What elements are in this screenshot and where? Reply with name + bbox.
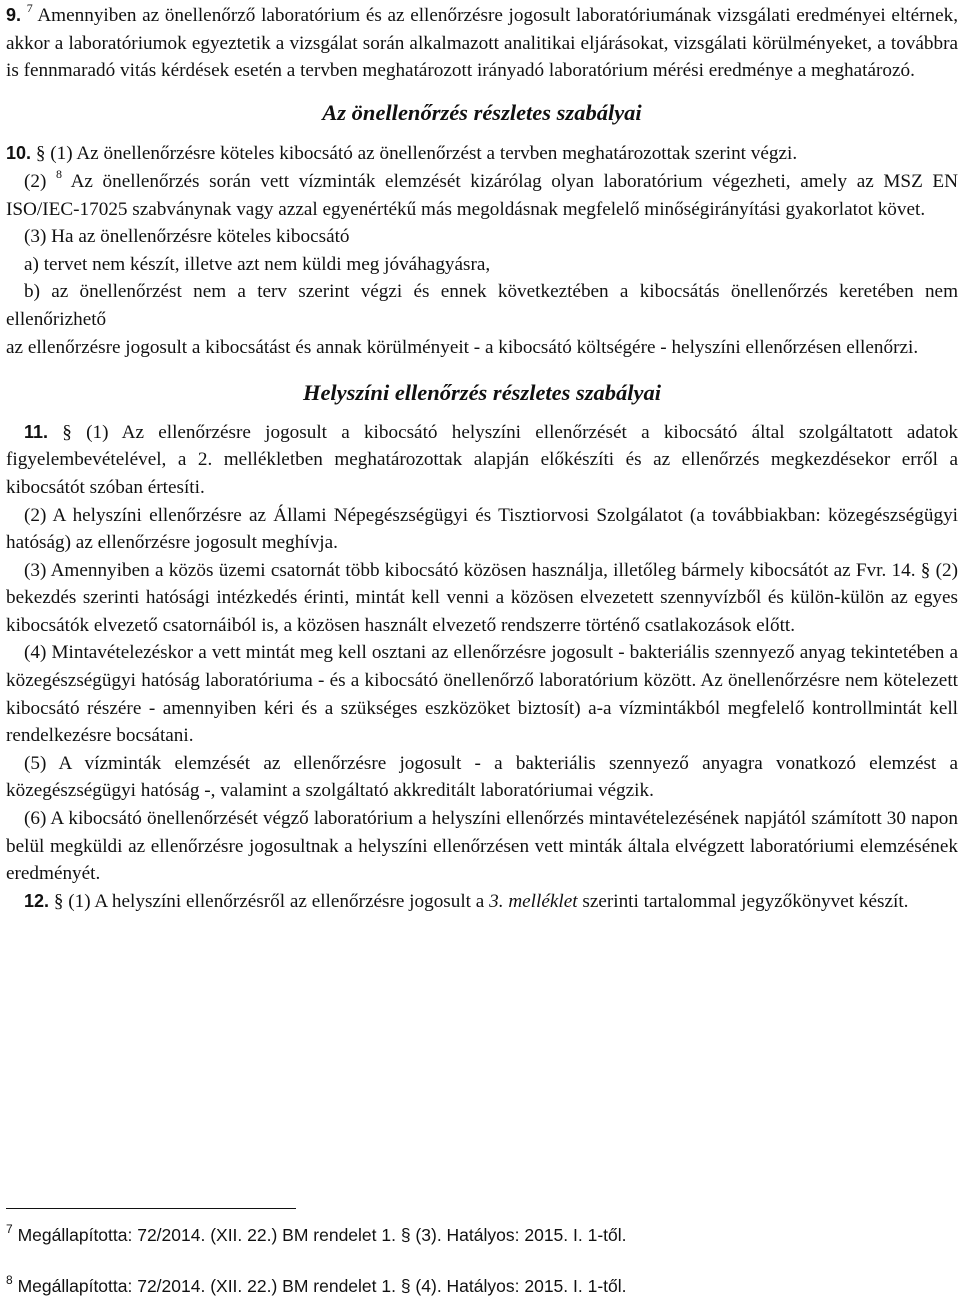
paragraph-text: szerinti tartalommal jegyzőkönyvet készít. [582, 890, 909, 912]
list-item-a: a) tervet nem készít, illetve azt nem küldi meg jóváhagyásra, [24, 253, 491, 275]
footnote-text: Megállapította: 72/2014. (XII. 22.) BM rendelet 1. § (3). Hatályos: 2015. I. 1-től. [17, 1225, 627, 1245]
footnote-divider [6, 1208, 296, 1209]
section-10-paragraph-2 [6, 168, 958, 223]
section-12-paragraph-1 [6, 888, 958, 916]
annex-reference: 3. melléklet [489, 890, 578, 912]
section-sign-icon: § [53, 890, 64, 912]
section-11-paragraph-4: (4) Mintavételezéskor a vett mintát meg kell osztani az ellenőrzésre jogosult - bakteriális szennyező anyag tekintetében a közegészségügyi hatóság laboratóriuma - és a kibocsátó önellenőrző laboratórium között. Az önellenőrzésre nem kötelezett kibocsátó részére - amennyiben kéri és a szükséges eszközöket biztosít) a-a vízmintákból megfelelő kontrollmintát kell rendelkezésre bocsátani. [6, 642, 958, 747]
closing-clause: az ellenőrzésre jogosult a kibocsátást és annak körülményeit - a kibocsátó költségére - helyszíni ellenőrzésen ellenőrzi. [6, 336, 919, 358]
paragraph-text: Az önellenőrzés során vett vízminták elemzését kizárólag olyan laboratórium végezheti, amely az MSZ EN ISO/IEC-17025 szabványnak vagy azzal egyenértékű más megoldásnak megfelelő minőségirányítási gyakorlatot követ. [6, 170, 958, 220]
footnote-text: Megállapította: 72/2014. (XII. 22.) BM rendelet 1. § (4). Hatályos: 2015. I. 1-től. [17, 1276, 627, 1296]
section-heading: Az önellenőrzés részletes szabályai [322, 99, 642, 125]
section-10-paragraph-1 [6, 140, 958, 168]
section-11-paragraph-5: (5) A vízminták elemzését az ellenőrzésre jogosult - a bakteriális szennyező anyagra vonatkozó elemzést a közegészségügyi hatóság -, valamint a szolgáltató akkreditált laboratóriumai végzik. [6, 752, 958, 802]
footnote-ref[interactable]: 7 [26, 1, 33, 15]
section-9 [6, 2, 958, 85]
footnote-mark: 8 [6, 1273, 13, 1287]
section-number: 10. [6, 143, 32, 164]
paragraph-text: (1) A helyszíni ellenőrzésről az ellenőrzésre jogosult a [68, 890, 485, 912]
section-10-paragraph-3: (3) Ha az önellenőrzésre köteles kibocsátó [24, 226, 350, 248]
footnote-8 [6, 1275, 627, 1297]
section-11-paragraph-6: (6) A kibocsátó önellenőrzését végző laboratórium a helyszíni ellenőrzés mintavételezésének napjától számított 30 napon belül megküldi az ellenőrzésre jogosultnak a helyszíni ellenőrzésen vett minták általa elvégzett laboratóriumi elemzésének eredményét. [6, 808, 958, 885]
paragraph-text: Amennyiben az önellenőrző laboratórium és az ellenőrzésre jogosult laboratóriumának vizsgálati eredményei eltérnek, akkor a laboratóriumok egyeztetik a vizsgálat során alkalmazott analitikai eljárásokat, vizsgálati körülményeket, a továbbra is fennmaradó vitás kérdések esetén a tervben meghatározott irányadó laboratórium mérési eredménye a meghatározó. [6, 5, 959, 82]
section-sign-icon: § [35, 143, 46, 165]
paragraph-text: (1) Az önellenőrzésre köteles kibocsátó az önellenőrzést a tervben meghatározottak szerint végzi. [50, 143, 798, 165]
paragraph-text: (1) Az ellenőrzésre jogosult a kibocsátó helyszíni ellenőrzését a kibocsátó által szolgáltatott adatok figyelembevételével, a 2. mellékletben meghatározottak alapján előkészíti és az ellenőrzés megkezdésekor erről a kibocsátót szóban értesíti. [6, 421, 959, 498]
section-11-paragraph-2: (2) A helyszíni ellenőrzésre az Állami Népegészségügyi és Tisztiorvosi Szolgálatot (a továbbiakban: közegészségügyi hatóság) az ellenőrzésre jogosult meghívja. [6, 504, 958, 554]
section-number: 9. [6, 5, 22, 25]
section-11-paragraph-1 [6, 419, 958, 502]
list-item-b: b) az önellenőrzést nem a terv szerint végzi és ennek következtében a kibocsátás önellenőrzés keretében nem ellenőrizhető [6, 281, 958, 330]
section-sign-icon: § [62, 421, 72, 443]
paragraph-label: (2) [24, 170, 47, 192]
section-heading: Helyszíni ellenőrzés részletes szabályai [302, 380, 662, 406]
section-number: 11. [24, 421, 49, 442]
footnote-mark: 7 [6, 1222, 13, 1236]
footnote-7 [6, 1224, 627, 1246]
footnote-ref[interactable]: 8 [56, 166, 62, 181]
section-11-paragraph-3: (3) Amennyiben a közös üzemi csatornát több kibocsátó közösen használja, illetőleg bármely kibocsátót az Fvr. 14. § (2) bekezdés szerinti hatósági intézkedés érinti, mintát kell venni a közösen elvezetett szennyvízből és külön-külön az egyes kibocsátók elvezető csatornáiból is, a közösen használt elvezető rendszerre történő csatlakozások előtt. [6, 559, 958, 636]
document-body [6, 0, 958, 915]
section-number: 12. [24, 890, 50, 911]
